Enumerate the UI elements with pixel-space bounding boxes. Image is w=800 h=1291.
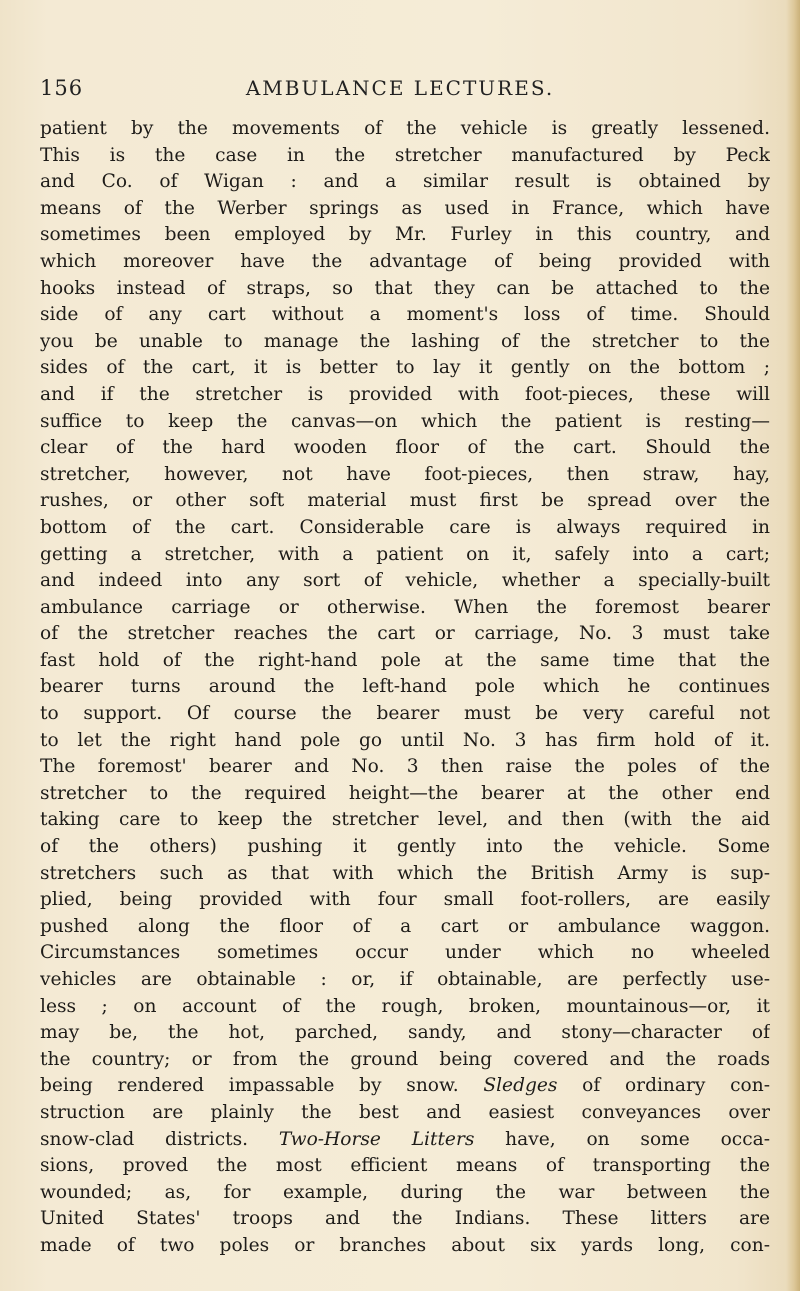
text-line: and if the stretcher is provided with foot-pieces, these will — [40, 383, 770, 405]
text-line: sides of the cart, it is better to lay it gently on the bottom ; — [40, 357, 770, 379]
text-line: wounded; as, for example, during the war between the — [40, 1181, 770, 1203]
text-line: of the stretcher reaches the cart or carriage, No. 3 must take — [40, 623, 770, 645]
text-line: United States' troops and the Indians. These litters are — [40, 1208, 770, 1230]
text-line: of the others) pushing it gently into the vehicle. Some — [40, 836, 770, 858]
text-line: to support. Of course the bearer must be very careful not — [40, 703, 770, 725]
page-edge-shadow — [786, 0, 800, 1291]
text-fragment: have, on some occa- — [474, 1128, 770, 1150]
italic-term-two-horse-litters: Two-Horse Litters — [278, 1128, 475, 1150]
italic-term-sledges: Sledges — [483, 1075, 558, 1097]
text-line: may be, the hot, parched, sandy, and stony—character of — [40, 1022, 770, 1044]
text-line: struction are plainly the best and easiest conveyances over — [40, 1101, 770, 1123]
text-fragment: snow-clad districts. — [40, 1128, 249, 1150]
text-line: to let the right hand pole go until No. 3 has firm hold of it. — [40, 729, 770, 751]
text-line: sions, proved the most efficient means of transporting the — [40, 1155, 770, 1177]
text-line: less ; on account of the rough, broken, mountainous—or, it — [40, 995, 770, 1017]
text-line-sledges — [40, 1073, 770, 1100]
text-line: means of the Werber springs as used in France, which have — [40, 197, 770, 219]
text-fragment: of ordinary con- — [557, 1075, 770, 1097]
text-line: stretcher, however, not have foot-pieces, then straw, hay, — [40, 463, 770, 485]
text-line: plied, being provided with four small foot-rollers, are easily — [40, 889, 770, 911]
body-text — [40, 116, 770, 1260]
text-line: taking care to keep the stretcher level, and then (with the aid — [40, 809, 770, 831]
text-line: pushed along the floor of a cart or ambulance waggon. — [40, 915, 770, 937]
text-line: which moreover have the advantage of being provided with — [40, 250, 770, 272]
text-line: suffice to keep the canvas—on which the patient is resting— — [40, 410, 770, 432]
text-line: stretcher to the required height—the bearer at the other end — [40, 782, 770, 804]
text-line: patient by the movements of the vehicle is greatly lessened. — [40, 118, 770, 139]
text-line: Circumstances sometimes occur under which no wheeled — [40, 942, 770, 964]
text-line: clear of the hard wooden floor of the cart. Should the — [40, 437, 770, 459]
text-line: and Co. of Wigan : and a similar result is obtained by — [40, 171, 770, 193]
text-line: side of any cart without a moment's loss of time. Should — [40, 304, 770, 326]
text-line: hooks instead of straps, so that they can be attached to the — [40, 277, 770, 299]
text-line: and indeed into any sort of vehicle, whether a specially-built — [40, 570, 770, 592]
text-fragment: being rendered impassable by snow. — [40, 1075, 459, 1097]
text-line: the country; or from the ground being covered and the roads — [40, 1048, 770, 1070]
running-title: AMBULANCE LECTURES. — [245, 76, 555, 100]
page-header — [40, 76, 760, 104]
text-line: stretchers such as that with which the British Army is sup- — [40, 862, 770, 884]
text-line-litters — [40, 1127, 770, 1154]
text-line: This is the case in the stretcher manufactured by Peck — [40, 144, 770, 166]
text-line: rushes, or other soft material must first be spread over the — [40, 490, 770, 512]
text-line: bearer turns around the left-hand pole which he continues — [40, 676, 770, 698]
page-number: 156 — [40, 76, 84, 100]
text-line: bottom of the cart. Considerable care is always required in — [40, 516, 770, 538]
text-line: getting a stretcher, with a patient on it, safely into a cart; — [40, 543, 770, 565]
text-line: The foremost' bearer and No. 3 then raise the poles of the — [40, 756, 770, 778]
text-line: made of two poles or branches about six yards long, con- — [40, 1234, 770, 1256]
text-line: vehicles are obtainable : or, if obtainable, are perfectly use- — [40, 969, 770, 990]
text-line: ambulance carriage or otherwise. When the foremost bearer — [40, 596, 770, 618]
text-line: you be unable to manage the lashing of the stretcher to the — [40, 330, 770, 352]
text-line: fast hold of the right-hand pole at the same time that the — [40, 649, 770, 671]
text-line: sometimes been employed by Mr. Furley in this country, and — [40, 224, 770, 246]
